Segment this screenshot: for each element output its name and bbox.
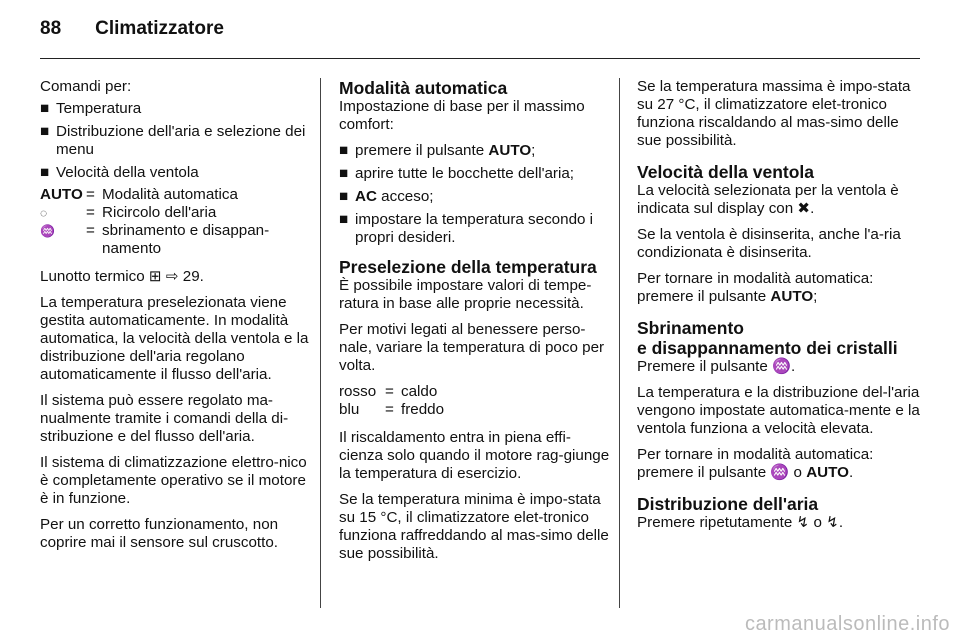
- watermark: carmanualsonline.info: [744, 613, 950, 635]
- section-heading-distribution: Distribuzione dell'aria: [637, 494, 819, 514]
- list-item: ■ Distribuzione dell'aria e selezione dei menu: [40, 123, 306, 158]
- legend-sep: =: [86, 204, 95, 221]
- paragraph: Premere il pulsante ♒.: [637, 358, 796, 375]
- legend-key: blu: [339, 401, 360, 418]
- legend-value: Ricircolo dell'aria: [102, 204, 217, 221]
- paragraph: Il sistema di climatizzazione elettro-nico è completamente operativo se il motore è in funzione.: [40, 454, 307, 507]
- paragraph: È possibile impostare valori di tempe-ratura in base alle proprie necessità.: [339, 277, 592, 312]
- paragraph: Se la temperatura massima è impo-stata su 27 °C, il climatizzatore elet-tronico funziona riscaldando al mas-simo delle sue possibilità.: [637, 78, 911, 149]
- controls-intro: Comandi per:: [40, 78, 132, 95]
- legend-sep: =: [86, 222, 95, 239]
- list-item: ■ Temperatura: [40, 100, 142, 117]
- page-header: [40, 18, 224, 40]
- column-1: [40, 78, 312, 560]
- list-item: ■ AC acceso;: [339, 188, 434, 205]
- paragraph: Il riscaldamento entra in piena effi-cienza solo quando il motore rag-giunge la temperatura di esercizio.: [339, 429, 610, 482]
- paragraph: Per un corretto funzionamento, non coprire mai il sensore sul cruscotto.: [40, 516, 279, 551]
- control-legend: [40, 186, 312, 258]
- recirculation-icon: ◌: [40, 206, 48, 220]
- paragraph: Se la ventola è disinserita, anche l'a-ria condizionata è disinserita.: [637, 226, 901, 261]
- page-number: 88: [40, 18, 62, 39]
- legend-sep: =: [86, 186, 95, 203]
- header-divider: [40, 58, 920, 59]
- column-divider-1: [320, 78, 321, 608]
- paragraph: Per motivi legati al benessere perso-nale, variare la temperatura di poco per volta.: [339, 321, 605, 374]
- column-2: [339, 78, 611, 571]
- paragraph: La velocità selezionata per la ventola è indicata sul display con ✖.: [637, 182, 899, 217]
- paragraph: La temperatura e la distribuzione del-l'aria vengono impostate automatica-mente e la ventola funziona a velocità elevata.: [637, 384, 920, 437]
- legend-value: freddo: [401, 401, 445, 418]
- section-heading-fan: Velocità della ventola: [637, 162, 815, 182]
- rear-window-reference: Lunotto termico ⊞ ⇨ 29.: [40, 268, 204, 285]
- paragraph: La temperatura preselezionata viene gestita automaticamente. In modalità automatica, la velocità della ventola e la distribuzione dell'aria regolano automaticamente il flusso dell'aria.: [40, 294, 309, 383]
- defrost-icon: ♒: [40, 224, 55, 238]
- page-title: Climatizzatore: [95, 18, 224, 39]
- legend-sep: =: [385, 401, 394, 418]
- list-item: ■ aprire tutte le bocchette dell'aria;: [339, 165, 575, 182]
- color-legend: [339, 383, 611, 419]
- legend-value: Modalità automatica: [102, 186, 238, 203]
- list-item: ■ premere il pulsante AUTO;: [339, 142, 536, 159]
- section-heading-automatic: Modalità automatica: [339, 78, 508, 98]
- section-heading-preselection: Preselezione della temperatura: [339, 257, 597, 277]
- list-item: ■ Velocità della ventola: [40, 164, 199, 181]
- paragraph: Il sistema può essere regolato ma-nualmente tramite i comandi della di-stribuzione e del flusso dell'aria.: [40, 392, 289, 445]
- legend-value: sbrinamento e disappan-namento: [102, 222, 270, 257]
- legend-sep: =: [385, 383, 394, 400]
- paragraph: Impostazione di base per il massimo comfort:: [339, 98, 585, 133]
- legend-key: AUTO: [40, 186, 83, 203]
- paragraph: Per tornare in modalità automatica: premere il pulsante AUTO;: [637, 270, 874, 305]
- paragraph: Premere ripetutamente ↯ o ↯.: [637, 514, 844, 531]
- column-3: [637, 78, 920, 540]
- legend-key: rosso: [339, 383, 377, 400]
- list-item: ■ impostare la temperatura secondo i propri desideri.: [339, 211, 594, 246]
- column-divider-2: [619, 78, 620, 608]
- paragraph: Se la temperatura minima è impo-stata su 15 °C, il climatizzatore elet-tronico funziona raffreddando al mas-simo delle sue possibilità.: [339, 491, 609, 562]
- legend-value: caldo: [401, 383, 438, 400]
- paragraph: Per tornare in modalità automatica: premere il pulsante ♒ o AUTO.: [637, 446, 874, 481]
- section-heading-defrost: Sbrinamento e disappannamento dei cristalli: [637, 318, 898, 358]
